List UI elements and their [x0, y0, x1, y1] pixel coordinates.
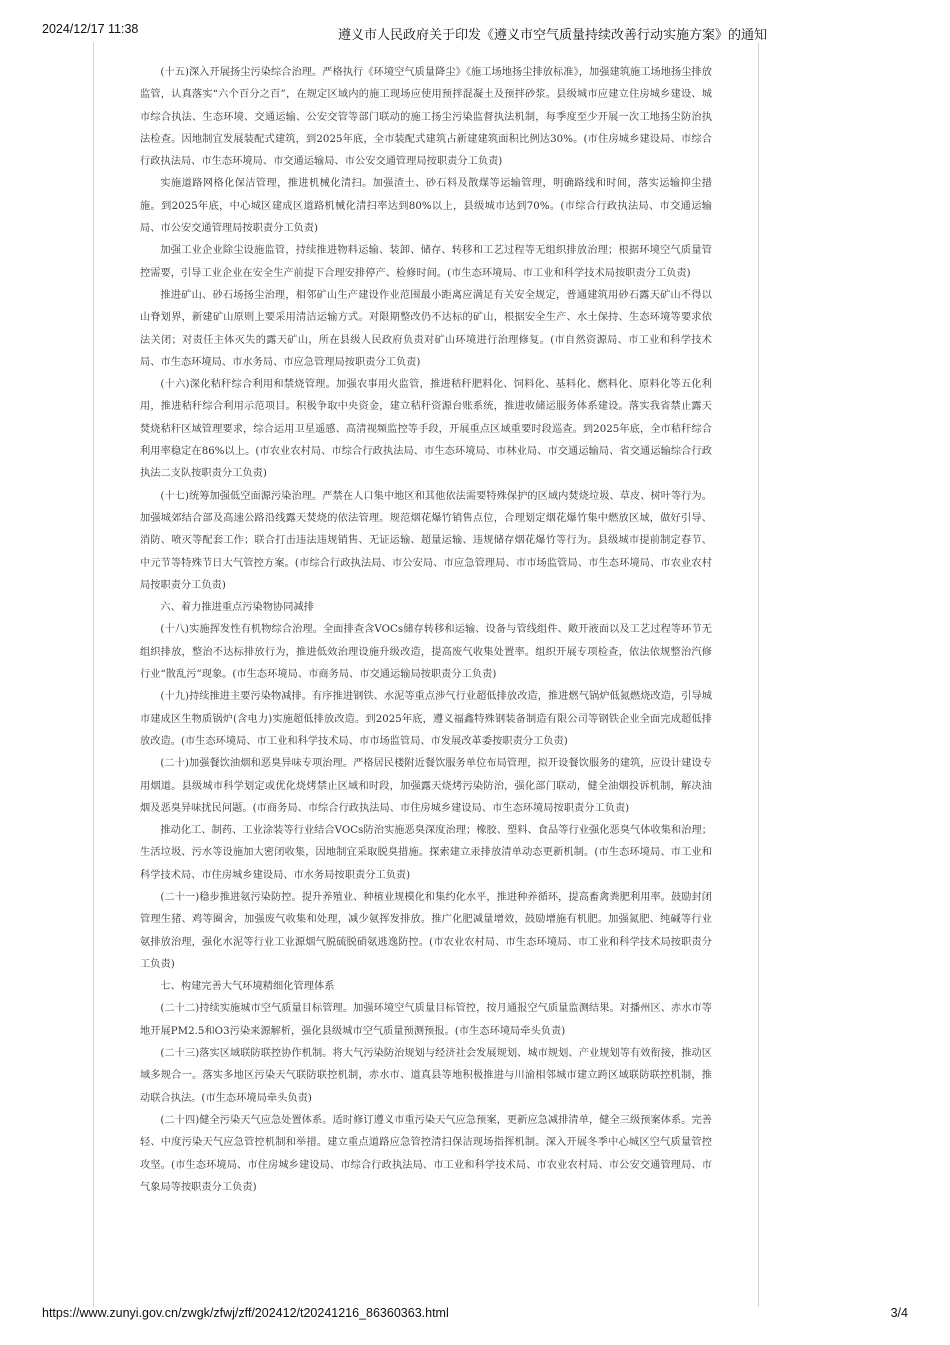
paragraph-industrial-dust: 加强工业企业除尘设施监管，持续推进物料运输、装卸、储存、转移和工艺过程等无组织排放治理；根据环境空气质量管控需要，引导工业企业在安全生产前提下合理安排停产、检修时间。(市生态环境局、市工业和科学技术局按职责分工负责) — [140, 245, 712, 279]
print-datetime: 2024/12/17 11:38 — [42, 22, 139, 36]
section-heading-7: 七、构建完善大气环境精细化管理体系 — [160, 981, 335, 993]
paragraph-23-joint-control: (二十三)落实区域联防联控协作机制。将大气污染防治规划与经济社会发展规划、城市规划、产业规划等有效衔接，推动区域多规合一。落实多地区污染天气联防联控机制，赤水市、道真县等地积极推进与川渝相邻城市建立跨区域联防联控机制，推动联合执法。(市生态环境局牵头负责) — [140, 1048, 712, 1104]
paragraph-18-vocs: (十八)实施挥发性有机物综合治理。全面排查含VOCs储存转移和运输、设备与管线组件、敞开液面以及工艺过程等环节无组织排放，整治不达标排放行为，推进低效治理设施升级改造，提高废气收集处置率。组织开展专项检查，依法依规整治汽修行业“散乱污”现象。(市生态环境局、市商务局、市交通运输局按职责分工负责) — [140, 624, 712, 681]
print-header — [0, 0, 950, 43]
paragraph-22-target-management: (二十二)持续实施城市空气质量目标管理。加强环境空气质量目标管控，按月通报空气质量监测结果。对播州区、赤水市等地开展PM2.5和O3污染来源解析，强化县级城市空气质量预测预报。(市生态环境局牵头负责) — [140, 1003, 712, 1037]
article-body — [140, 62, 712, 1199]
document-title: 遵义市人民政府关于印发《遵义市空气质量持续改善行动实施方案》的通知 — [338, 28, 768, 43]
section-heading-6: 六、着力推进重点污染物协同减排 — [160, 602, 314, 614]
paragraph-24-emergency: (二十四)健全污染天气应急处置体系。适时修订遵义市重污染天气应急预案，更新应急减排清单，健全三级预案体系。完善轻、中度污染天气应急管控机制和举措。建立重点道路应急管控清扫保洁现场指挥机制。深入开展冬季中心城区空气质量管控攻坚。(市生态环境局、市住房城乡建设局、市综合行政执法局、市工业和科学技术局、市农业农村局、市公安交通管理局、市气象局等按职责分工负责) — [140, 1114, 712, 1193]
paragraph-16-straw: (十六)深化秸秆综合利用和禁烧管理。加强农事用火监管，推进秸秆肥料化、饲料化、基料化、燃料化、原料化等五化利用，推进秸秆综合利用示范项目。积极争取中央资金，建立秸秆资源台账系统，推进收储运服务体系建设。落实我省禁止露天焚烧秸秆区域管理要求，综合运用卫星遥感、高清视频监控等手段，开展重点区域重要时段巡查。到2025年底，全市秸秆综合利用率稳定在86%以上。(市农业农村局、市综合行政执法局、市生态环境局、市林业局、市交通运输局、省交通运输综合行政执法二支队按职责分工负责) — [140, 379, 712, 480]
paragraph-mine-dust: 推进矿山、砂石场扬尘治理，相邻矿山生产建设作业范围最小距离应满足有关安全规定，普通建筑用砂石露天矿山不得以山脊划界，新建矿山原则上要采用清洁运输方式。对限期整改仍不达标的矿山，根据安全生产、水土保持、生态环境等要求依法关闭；对责任主体灭失的露天矿山，所在县级人民政府负责对矿山环境进行治理修复。(市自然资源局、市工业和科学技术局、市生态环境局、市水务局、市应急管理局按职责分工负责) — [140, 289, 712, 368]
paragraph-21-ammonia: (二十一)稳步推进氨污染防控。提升养殖业、种植业规模化和集约化水平，推进种养循环，提高畜禽粪肥利用率。鼓励封闭管理生猪、鸡等圈舍，加强废气收集和处理，减少氨挥发排放。推广化肥减量增效，鼓励增施有机肥。加强氮肥、纯碱等行业氨排放治理，强化水泥等行业工业源烟气脱硫脱硝氨逃逸防控。(市农业农村局、市生态环境局、市工业和科学技术局按职责分工负责) — [140, 891, 712, 970]
paragraph-17-low-altitude: (十七)统筹加强低空面源污染治理。严禁在人口集中地区和其他依法需要特殊保护的区域内焚烧垃圾、草皮、树叶等行为。加强城郊结合部及高速公路沿线露天焚烧的依法管理。规范烟花爆竹销售点位，合理划定烟花爆竹集中燃放区域，做好引导、消防、喷灭等配套工作；联合打击违法违规销售、无证运输、超量运输、违规储存烟花爆竹等行为。县级城市提前制定春节、中元节等特殊节日大气管控方案。(市综合行政执法局、市公安局、市应急管理局、市市场监管局、市生态环境局、市农业农村局按职责分工负责) — [140, 490, 712, 591]
print-footer — [0, 1300, 950, 1330]
paragraph-15-dust-control: (十五)深入开展扬尘污染综合治理。严格执行《环境空气质量降尘》《施工场地扬尘排放标准》，加强建筑施工场地扬尘排放监管，认真落实“六个百分之百”，在规定区域内的施工现场应使用预拌混凝土及预拌砂浆。县级城市应建立住房城乡建设、城市综合执法、生态环境、交通运输、公安交管等部门联动的施工扬尘污染监督执法机制，每季度至少开展一次工地扬尘防治执法检查。因地制宜发展装配式建筑，到2025年底，全市装配式建筑占新建建筑面积比例达30%。(市住房城乡建设局、市综合行政执法局、市生态环境局、市交通运输局、市公安交通管理局按职责分工负责) — [140, 67, 712, 168]
paragraph-road-cleaning: 实施道路网格化保洁管理，推进机械化清扫。加强渣土、砂石料及散煤等运输管理，明确路线和时间，落实运输抑尘措施。到2025年底，中心城区建成区道路机械化清扫率达到80%以上，县级城市达到70%。(市综合行政执法局、市交通运输局、市公安交通管理局按职责分工负责) — [140, 178, 712, 235]
paragraph-19-emission-reduction: (十九)持续推进主要污染物减排。有序推进钢铁、水泥等重点涉气行业超低排放改造，推进燃气锅炉低氮燃烧改造，引导城市建成区生物质锅炉(含电力)实施超低排放改造。到2025年底，遵义福鑫特殊钢装备制造有限公司等钢铁企业全面完成超低排放改造。(市生态环境局、市工业和科学技术局、市市场监管局、市发展改革委按职责分工负责) — [140, 691, 712, 747]
source-url: https://www.zunyi.gov.cn/zwgk/zfwj/zff/202412/t20241216_86360363.html — [42, 1306, 449, 1320]
paragraph-20-cooking-fumes: (二十)加强餐饮油烟和恶臭异味专项治理。严格居民楼附近餐饮服务单位布局管理，拟开设餐饮服务的建筑，应设计建设专用烟道。县级城市科学划定或优化烧烤禁止区域和时段，加强露天烧烤污染防治，强化部门联动，健全油烟投诉机制，解决油烟及恶臭异味扰民问题。(市商务局、市综合行政执法局、市住房城乡建设局、市生态环境局按职责分工负责) — [140, 758, 712, 814]
page-number: 3/4 — [890, 1306, 908, 1320]
paragraph-odor-control: 推动化工、制药、工业涂装等行业结合VOCs防治实施恶臭深度治理；橡胶、塑料、食品等行业强化恶臭气体收集和治理；生活垃圾、污水等设施加大密闭收集，因地制宜采取脱臭措施。探索建立汞排放清单动态更新机制。(市生态环境局、市工业和科学技术局、市住房城乡建设局、市水务局按职责分工负责) — [140, 825, 712, 881]
